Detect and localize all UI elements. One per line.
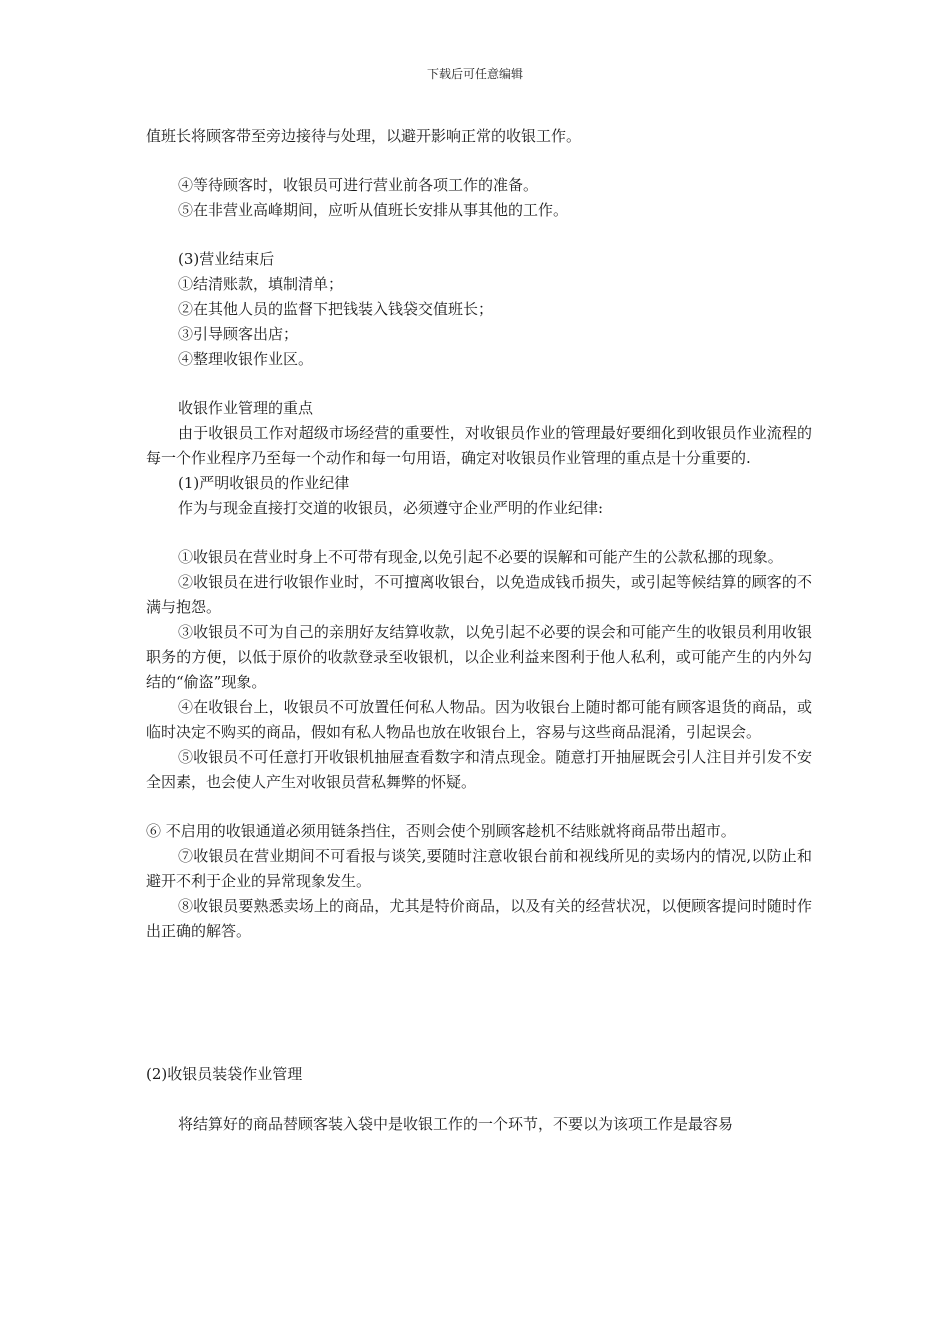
document-body [146, 124, 812, 1137]
section-heading: (3)营业结束后 [178, 250, 275, 268]
list-item: ③引导顾客出店； [178, 325, 299, 343]
list-item: ②在其他人员的监督下把钱装入钱袋交值班长； [178, 300, 494, 318]
rule-item: ⑧收银员要熟悉卖场上的商品，尤其是特价商品，以及有关的经营状况，以便顾客提问时随时作出正确的解答。 [146, 897, 812, 940]
rule-item: ②收银员在进行收银作业时，不可擅离收银台，以免造成钱币损失，或引起等候结算的顾客的不满与抱怨。 [146, 573, 812, 616]
section-heading: 收银作业管理的重点 [178, 399, 314, 417]
list-item: ①结清账款，填制清单； [178, 275, 344, 293]
subsection-heading: (2)收银员装袋作业管理 [146, 1065, 303, 1083]
paragraph: 作为与现金直接打交道的收银员，必须遵守企业严明的作业纪律: [178, 499, 604, 517]
rule-item: ⑥ 不启用的收银通道必须用链条挡住，否则会使个别顾客趁机不结账就将商品带出超市。 [146, 822, 736, 840]
list-item: ④整理收银作业区。 [178, 350, 314, 368]
page-header: 下载后可任意编辑 [426, 67, 523, 81]
subsection-heading: (1)严明收银员的作业纪律 [178, 474, 350, 492]
rule-item: ⑦收银员在营业期间不可看报与谈笑,要随时注意收银台前和视线所见的卖场内的情况,以防止和避开不利于企业的异常现象发生。 [146, 847, 812, 890]
paragraph-continuation: 值班长将顾客带至旁边接待与处理，以避开影响正常的收银工作。 [146, 127, 582, 145]
rule-item: ④在收银台上，收银员不可放置任何私人物品。因为收银台上随时都可能有顾客退货的商品，或临时决定不购买的商品，假如有私人物品也放在收银台上，容易与这些商品混淆，引起误会。 [146, 698, 812, 741]
rule-item: ⑤收银员不可任意打开收银机抽屉查看数字和清点现金。随意打开抽屉既会引人注目并引发不安全因素，也会使人产生对收银员营私舞弊的怀疑。 [146, 748, 812, 791]
paragraph: 由于收银员工作对超级市场经营的重要性，对收银员作业的管理最好要细化到收银员作业流程的每一个作业程序乃至每一个动作和每一句用语，确定对收银员作业管理的重点是十分重要的. [146, 424, 812, 467]
list-item: ⑤在非营业高峰期间，应听从值班长安排从事其他的工作。 [178, 201, 569, 219]
rule-item: ①收银员在营业时身上不可带有现金,以免引起不必要的误解和可能产生的公款私挪的现象。 [178, 548, 783, 566]
list-item: ④等待顾客时，收银员可进行营业前各项工作的准备。 [178, 176, 539, 194]
rule-item: ③收银员不可为自己的亲朋好友结算收款，以免引起不必要的误会和可能产生的收银员利用收银职务的方便，以低于原价的收款登录至收银机，以企业利益来图利于他人私利，或可能产生的内外勾结的“偷盗”现象。 [146, 623, 812, 691]
paragraph: 将结算好的商品替顾客装入袋中是收银工作的一个环节，不要以为该项工作是最容易 [178, 1115, 734, 1133]
